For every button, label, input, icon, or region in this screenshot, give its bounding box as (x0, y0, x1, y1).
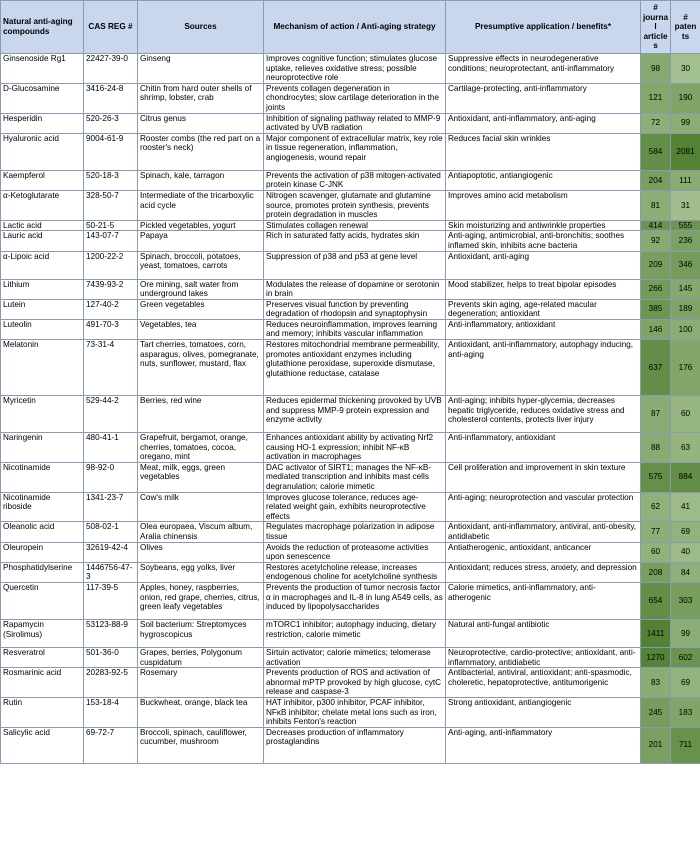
application-cell: Anti-aging, anti-inflammatory (446, 727, 641, 763)
cas-cell: 328-50-7 (84, 190, 138, 220)
table-row (1, 319, 700, 339)
patent-count-cell: 602 (671, 647, 700, 667)
table-row (1, 54, 700, 84)
patent-count-cell: 69 (671, 522, 700, 542)
sources-cell: Soybeans, egg yolks, liver (138, 562, 264, 582)
mechanism-cell: mTORC1 inhibitor; autophagy inducing, dietary restriction, calorie mimetic (264, 619, 446, 647)
sources-cell: Chitin from hard outer shells of shrimp, lobster, crab (138, 83, 264, 113)
journal-count-cell: 98 (641, 54, 671, 84)
patent-count-cell: 145 (671, 279, 700, 299)
application-cell: Strong antioxidant, antiangiogenic (446, 697, 641, 727)
patent-count-cell: 100 (671, 319, 700, 339)
table-row (1, 697, 700, 727)
patent-count-cell: 111 (671, 170, 700, 190)
table-row (1, 340, 700, 396)
compound-cell: Rosmarinic acid (1, 668, 84, 698)
cas-cell: 127-40-2 (84, 299, 138, 319)
application-cell: Mood stabilizer, helps to treat bipolar episodes (446, 279, 641, 299)
table-row (1, 83, 700, 113)
cas-cell: 117-39-5 (84, 582, 138, 619)
table-row (1, 522, 700, 542)
cas-cell: 73-31-4 (84, 340, 138, 396)
compound-cell: Quercetin (1, 582, 84, 619)
patent-count-cell: 711 (671, 727, 700, 763)
application-cell: Prevents skin aging, age-related macular degeneration; antioxidant (446, 299, 641, 319)
compound-cell: Phosphatidylserine (1, 562, 84, 582)
mechanism-cell: Nitrogen scavenger, glutamate and glutamine source, promotes protein synthesis, prevents protein degradation in muscles (264, 190, 446, 220)
mechanism-cell: Preserves visual function by preventing degradation of rhodopsin and synaptophysin (264, 299, 446, 319)
compound-cell: Nicotinamide riboside (1, 492, 84, 522)
sources-cell: Green vegetables (138, 299, 264, 319)
patent-count-cell: 63 (671, 433, 700, 463)
patent-count-cell: 555 (671, 220, 700, 231)
journal-count-cell: 266 (641, 279, 671, 299)
application-cell: Antioxidant, anti-aging (446, 251, 641, 279)
sources-cell: Broccoli, spinach, cauliflower, cucumber, mushroom (138, 727, 264, 763)
mechanism-cell: Reduces neuroinflammation, improves learning and memory; inhibits vascular inflammation (264, 319, 446, 339)
mechanism-cell: Regulates macrophage polarization in adipose tissue (264, 522, 446, 542)
application-cell: Anti-aging; inhibits hyper-glycemia, decreases hepatic triglyceride, reduces oxidative stress and cholesterol contents, protects liver injury (446, 396, 641, 433)
table-row (1, 133, 700, 170)
compound-cell: Lactic acid (1, 220, 84, 231)
patent-count-cell: 41 (671, 492, 700, 522)
patent-count-cell: 30 (671, 54, 700, 84)
cas-cell: 508-02-1 (84, 522, 138, 542)
compound-cell: Oleanolic acid (1, 522, 84, 542)
compound-cell: Luteolin (1, 319, 84, 339)
application-cell: Antibacterial, antiviral, antioxidant; anti-spasmodic, choleretic, hepatoprotective, antitumorigenic (446, 668, 641, 698)
sources-cell: Rooster combs (the red part on a rooster's neck) (138, 133, 264, 170)
table-row (1, 251, 700, 279)
journal-count-cell: 201 (641, 727, 671, 763)
sources-cell: Grapes, berries, Polygonum cuspidatum (138, 647, 264, 667)
compound-cell: Lutein (1, 299, 84, 319)
cas-cell: 153-18-4 (84, 697, 138, 727)
cas-cell: 143-07-7 (84, 231, 138, 251)
cas-cell: 520-18-3 (84, 170, 138, 190)
sources-cell: Soil bacterium: Streptomyces hygroscopicus (138, 619, 264, 647)
patent-count-cell: 60 (671, 396, 700, 433)
sources-cell: Berries, red wine (138, 396, 264, 433)
cas-cell: 53123-88-9 (84, 619, 138, 647)
sources-cell: Meat, milk, eggs, green vegetables (138, 462, 264, 492)
patent-count-cell: 31 (671, 190, 700, 220)
cas-cell: 520-26-3 (84, 113, 138, 133)
sources-cell: Intermediate of the tricarboxylic acid cycle (138, 190, 264, 220)
journal-count-cell: 1270 (641, 647, 671, 667)
journal-count-cell: 414 (641, 220, 671, 231)
journal-count-cell: 1411 (641, 619, 671, 647)
header-application: Presumptive application / benefits* (446, 1, 641, 54)
patent-count-cell: 69 (671, 668, 700, 698)
cas-cell: 7439-93-2 (84, 279, 138, 299)
header-mechanism: Mechanism of action / Anti-aging strategy (264, 1, 446, 54)
sources-cell: Apples, honey, raspberries, onion, red grape, cherries, citrus, green leafy vegetables (138, 582, 264, 619)
compound-cell: Myricetin (1, 396, 84, 433)
journal-count-cell: 60 (641, 542, 671, 562)
compound-cell: Lithium (1, 279, 84, 299)
header-row (1, 1, 700, 54)
sources-cell: Papaya (138, 231, 264, 251)
application-cell: Skin moisturizing and antiwrinkle properties (446, 220, 641, 231)
journal-count-cell: 637 (641, 340, 671, 396)
application-cell: Anti-aging; neuroprotection and vascular protection (446, 492, 641, 522)
sources-cell: Ginseng (138, 54, 264, 84)
header-patents: # paten ts (671, 1, 700, 54)
compound-cell: Kaempferol (1, 170, 84, 190)
cas-cell: 50-21-5 (84, 220, 138, 231)
patent-count-cell: 2081 (671, 133, 700, 170)
compound-cell: Hyaluronic acid (1, 133, 84, 170)
cas-cell: 529-44-2 (84, 396, 138, 433)
sources-cell: Rosemary (138, 668, 264, 698)
application-cell: Antiapoptotic, antiangiogenic (446, 170, 641, 190)
patent-count-cell: 84 (671, 562, 700, 582)
patent-count-cell: 40 (671, 542, 700, 562)
header-sources: Sources (138, 1, 264, 54)
mechanism-cell: Prevents the production of tumor necrosis factor α in macrophages and IL-8 in lung A549 cells, as induced by lipopolysaccharides (264, 582, 446, 619)
cas-cell: 98-92-0 (84, 462, 138, 492)
compound-cell: Rapamycin (Sirolimus) (1, 619, 84, 647)
table-row (1, 582, 700, 619)
application-cell: Antioxidant; reduces stress, anxiety, and depression (446, 562, 641, 582)
journal-count-cell: 77 (641, 522, 671, 542)
table-row (1, 170, 700, 190)
cas-cell: 32619-42-4 (84, 542, 138, 562)
compound-cell: Nicotinamide (1, 462, 84, 492)
application-cell: Reduces facial skin wrinkles (446, 133, 641, 170)
journal-count-cell: 584 (641, 133, 671, 170)
mechanism-cell: DAC activator of SIRT1; manages the NF-κB-mediated transcription and inhibits mast cells degranulation; calorie mimetic (264, 462, 446, 492)
compound-cell: Melatonin (1, 340, 84, 396)
mechanism-cell: Rich in saturated fatty acids, hydrates skin (264, 231, 446, 251)
table-row (1, 396, 700, 433)
header-journal-articles: # journa l article s (641, 1, 671, 54)
patent-count-cell: 346 (671, 251, 700, 279)
application-cell: Cartilage-protecting, anti-inflammatory (446, 83, 641, 113)
application-cell: Anti-aging, antimicrobial, anti-bronchitis; soothes inflamed skin, inhibits acne bacteria (446, 231, 641, 251)
mechanism-cell: Enhances antioxidant ability by activating Nrf2 causing HO-1 expression; inhibit NF-κB activation in macrophages (264, 433, 446, 463)
sources-cell: Citrus genus (138, 113, 264, 133)
application-cell: Anti-inflammatory, antioxidant (446, 319, 641, 339)
table-row (1, 668, 700, 698)
journal-count-cell: 245 (641, 697, 671, 727)
journal-count-cell: 204 (641, 170, 671, 190)
application-cell: Suppressive effects in neurodegenerative conditions; neuroprotectant, anti-inflammatory (446, 54, 641, 84)
journal-count-cell: 121 (641, 83, 671, 113)
cas-cell: 1200-22-2 (84, 251, 138, 279)
sources-cell: Cow's milk (138, 492, 264, 522)
header-compound: Natural anti-aging compounds (1, 1, 84, 54)
cas-cell: 1446756-47-3 (84, 562, 138, 582)
application-cell: Antioxidant, anti-inflammatory, autophagy inducing, anti-aging (446, 340, 641, 396)
application-cell: Antiatherogenic, antioxidant, anticancer (446, 542, 641, 562)
compound-cell: Naringenin (1, 433, 84, 463)
application-cell: Natural anti-fungal antibiotic (446, 619, 641, 647)
table-row (1, 220, 700, 231)
table-row (1, 433, 700, 463)
table-row (1, 299, 700, 319)
journal-count-cell: 209 (641, 251, 671, 279)
journal-count-cell: 87 (641, 396, 671, 433)
table-row (1, 231, 700, 251)
mechanism-cell: Avoids the reduction of proteasome activities upon senescence (264, 542, 446, 562)
sources-cell: Spinach, broccoli, potatoes, yeast, tomatoes, carrots (138, 251, 264, 279)
journal-count-cell: 654 (641, 582, 671, 619)
sources-cell: Spinach, kale, tarragon (138, 170, 264, 190)
compound-cell: D-Glucosamine (1, 83, 84, 113)
application-cell: Anti-inflammatory, antioxidant (446, 433, 641, 463)
application-cell: Cell proliferation and improvement in skin texture (446, 462, 641, 492)
cas-cell: 20283-92-5 (84, 668, 138, 698)
compound-cell: Rutin (1, 697, 84, 727)
table-row (1, 727, 700, 763)
compound-cell: Hesperidin (1, 113, 84, 133)
application-cell: Antioxidant, anti-inflammatory, antiviral, anti-obesity, antidiabetic (446, 522, 641, 542)
patent-count-cell: 884 (671, 462, 700, 492)
mechanism-cell: Suppression of p38 and p53 at gene level (264, 251, 446, 279)
compound-cell: Salicylic acid (1, 727, 84, 763)
journal-count-cell: 81 (641, 190, 671, 220)
patent-count-cell: 99 (671, 113, 700, 133)
table-row (1, 462, 700, 492)
mechanism-cell: Prevents production of ROS and activation of abnormal mPTP provoked by high glucose, cytC release and caspase-3 (264, 668, 446, 698)
sources-cell: Tart cherries, tomatoes, corn, asparagus, olives, pomegranate, nuts, sunflower, mustard, flax (138, 340, 264, 396)
cas-cell: 491-70-3 (84, 319, 138, 339)
cas-cell: 1341-23-7 (84, 492, 138, 522)
mechanism-cell: Improves glucose tolerance, reduces age-related weight gain, exhibits neuroprotective effects (264, 492, 446, 522)
table-row (1, 279, 700, 299)
patent-count-cell: 189 (671, 299, 700, 319)
sources-cell: Ore mining, salt water from underground lakes (138, 279, 264, 299)
sources-cell: Olives (138, 542, 264, 562)
mechanism-cell: Major component of extracellular matrix, key role in tissue regeneration, inflammation, angiogenesis, wound repair (264, 133, 446, 170)
mechanism-cell: Prevents collagen degeneration in chondrocytes; slow cartilage deterioration in the joints (264, 83, 446, 113)
journal-count-cell: 146 (641, 319, 671, 339)
mechanism-cell: Restores acetylcholine release, increases endogenous choline for acetylcholine synthesis (264, 562, 446, 582)
application-cell: Improves amino acid metabolism (446, 190, 641, 220)
compound-cell: Ginsenoside Rg1 (1, 54, 84, 84)
mechanism-cell: Modulates the release of dopamine or serotonin in brain (264, 279, 446, 299)
journal-count-cell: 72 (641, 113, 671, 133)
compound-cell: α-Ketoglutarate (1, 190, 84, 220)
cas-cell: 501-36-0 (84, 647, 138, 667)
journal-count-cell: 62 (641, 492, 671, 522)
cas-cell: 22427-39-0 (84, 54, 138, 84)
sources-cell: Olea europaea, Viscum album, Aralia chinensis (138, 522, 264, 542)
patent-count-cell: 99 (671, 619, 700, 647)
journal-count-cell: 92 (641, 231, 671, 251)
table-row (1, 647, 700, 667)
journal-count-cell: 88 (641, 433, 671, 463)
table-row (1, 619, 700, 647)
cas-cell: 480-41-1 (84, 433, 138, 463)
mechanism-cell: Decreases production of inflammatory prostaglandins (264, 727, 446, 763)
application-cell: Neuroprotective, cardio-protective; antioxidant, anti-inflammatory, antidiabetic (446, 647, 641, 667)
mechanism-cell: Inhibition of signaling pathway related to MMP-9 activated by UVB radiation (264, 113, 446, 133)
sources-cell: Buckwheat, orange, black tea (138, 697, 264, 727)
mechanism-cell: Improves cognitive function; stimulates glucose uptake, relieves oxidative stress; possible neuroprotective role (264, 54, 446, 84)
compound-cell: Oleuropein (1, 542, 84, 562)
patent-count-cell: 236 (671, 231, 700, 251)
mechanism-cell: Stimulates collagen renewal (264, 220, 446, 231)
table-row (1, 113, 700, 133)
sources-cell: Vegetables, tea (138, 319, 264, 339)
cas-cell: 69-72-7 (84, 727, 138, 763)
patent-count-cell: 190 (671, 83, 700, 113)
mechanism-cell: Prevents the activation of p38 mitogen-activated protein kinase C-JNK (264, 170, 446, 190)
journal-count-cell: 385 (641, 299, 671, 319)
table-row (1, 542, 700, 562)
application-cell: Calorie mimetics, anti-inflammatory, anti-atherogenic (446, 582, 641, 619)
patent-count-cell: 303 (671, 582, 700, 619)
table-row (1, 190, 700, 220)
patent-count-cell: 183 (671, 697, 700, 727)
journal-count-cell: 575 (641, 462, 671, 492)
compound-cell: Resveratrol (1, 647, 84, 667)
application-cell: Antioxidant, anti-inflammatory, anti-aging (446, 113, 641, 133)
table-row (1, 562, 700, 582)
header-cas: CAS REG # (84, 1, 138, 54)
compound-cell: Lauric acid (1, 231, 84, 251)
table-row (1, 492, 700, 522)
journal-count-cell: 208 (641, 562, 671, 582)
cas-cell: 3416-24-8 (84, 83, 138, 113)
patent-count-cell: 176 (671, 340, 700, 396)
cas-cell: 9004-61-9 (84, 133, 138, 170)
mechanism-cell: Sirtuin activator; calorie mimetics; telomerase activation (264, 647, 446, 667)
mechanism-cell: Restores mitochondrial membrane permeability, promotes antioxidant enzymes including glutathione peroxidase, superoxide dismutase, glutathione reductase, catalase (264, 340, 446, 396)
compound-cell: α-Lipoic acid (1, 251, 84, 279)
sources-cell: Pickled vegetables, yogurt (138, 220, 264, 231)
mechanism-cell: Reduces epidermal thickening provoked by UVB and suppress MMP-9 protein expression and enzyme activity (264, 396, 446, 433)
mechanism-cell: HAT inhibitor, p300 inhibitor, PCAF inhibitor, NFκB inhibitor; chelate metal ions such as iron, inhibits Fenton's reaction (264, 697, 446, 727)
journal-count-cell: 83 (641, 668, 671, 698)
sources-cell: Grapefruit, bergamot, orange, cherries, tomatoes, cocoa, oregano, mint (138, 433, 264, 463)
